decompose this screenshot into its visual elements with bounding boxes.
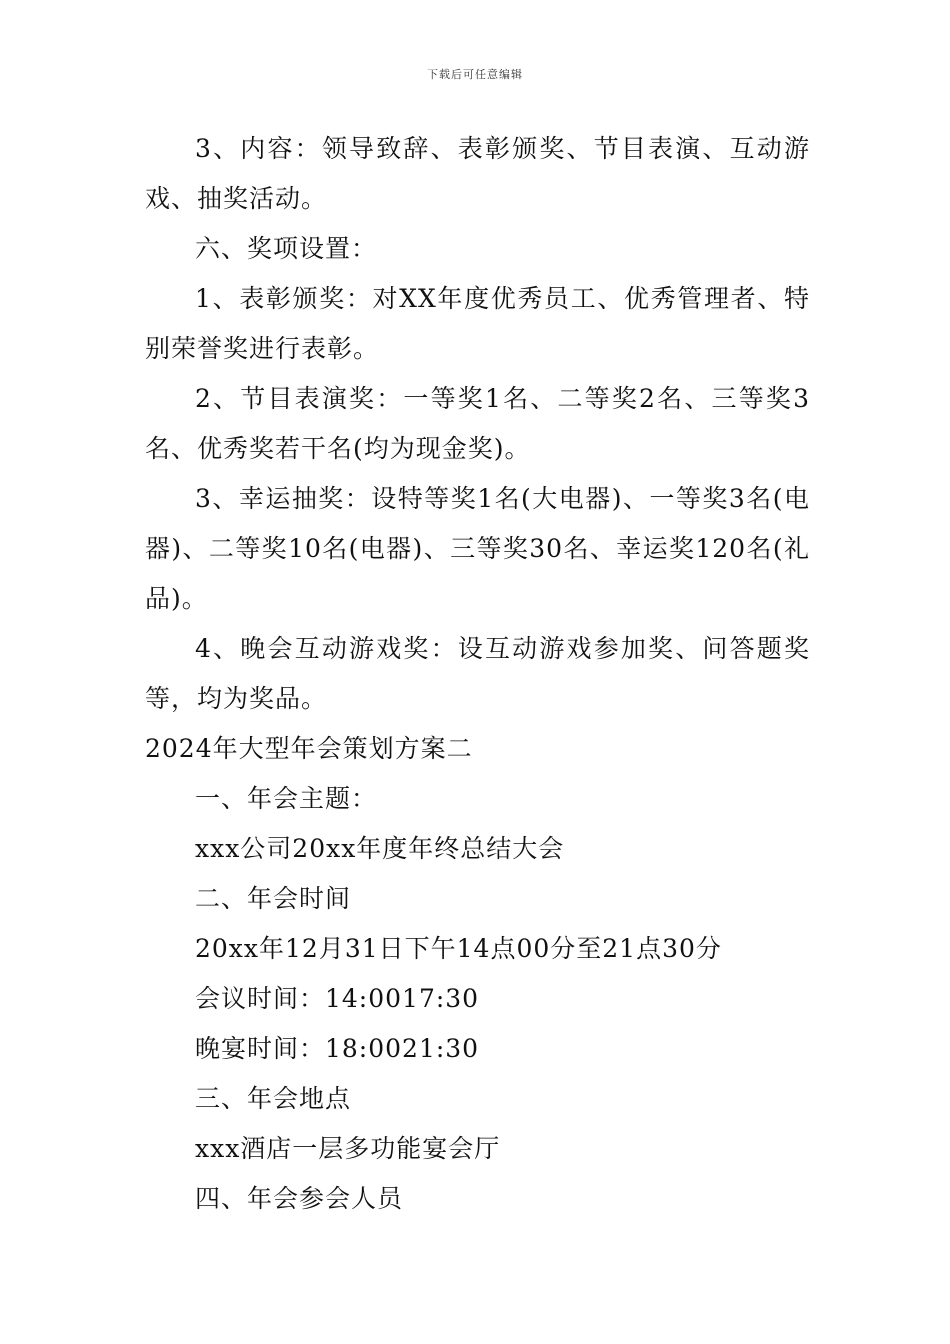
section-title: 2024年大型年会策划方案二 xyxy=(145,734,473,763)
line-banquet-time: 晚宴时间：18:0021:30 xyxy=(195,1034,480,1063)
line-time-heading: 二、年会时间 xyxy=(195,884,352,913)
line-theme-heading: 一、年会主题： xyxy=(195,784,378,813)
line-time-value: 20xx年12月31日下午14点00分至21点30分 xyxy=(195,934,722,963)
document-body xyxy=(145,124,810,1224)
line-attendees-heading: 四、年会参会人员 xyxy=(195,1184,404,1213)
line-venue-value: xxx酒店一层多功能宴会厅 xyxy=(195,1134,501,1163)
line-venue-heading: 三、年会地点 xyxy=(195,1084,352,1113)
paragraph-award-commendation: 1、表彰颁奖：对XX年度优秀员工、优秀管理者、特别荣誉奖进行表彰。 xyxy=(145,284,810,363)
paragraph-award-games: 4、晚会互动游戏奖：设互动游戏参加奖、问答题奖等，均为奖品。 xyxy=(145,634,810,713)
paragraph-award-performance: 2、节目表演奖：一等奖1名、二等奖2名、三等奖3名、优秀奖若干名(均为现金奖)。 xyxy=(145,384,810,463)
line-theme-value: xxx公司20xx年度年终总结大会 xyxy=(195,834,565,863)
page-header-note: 下载后可任意编辑 xyxy=(427,68,523,81)
paragraph-content-items: 3、内容：领导致辞、表彰颁奖、节目表演、互动游戏、抽奖活动。 xyxy=(145,134,810,213)
paragraph-award-lucky-draw: 3、幸运抽奖：设特等奖1名(大电器)、一等奖3名(电器)、二等奖10名(电器)、三等奖30名、幸运奖120名(礼品)。 xyxy=(145,484,810,613)
paragraph-awards-heading: 六、奖项设置： xyxy=(195,234,378,263)
line-meeting-time: 会议时间：14:0017:30 xyxy=(195,984,480,1013)
